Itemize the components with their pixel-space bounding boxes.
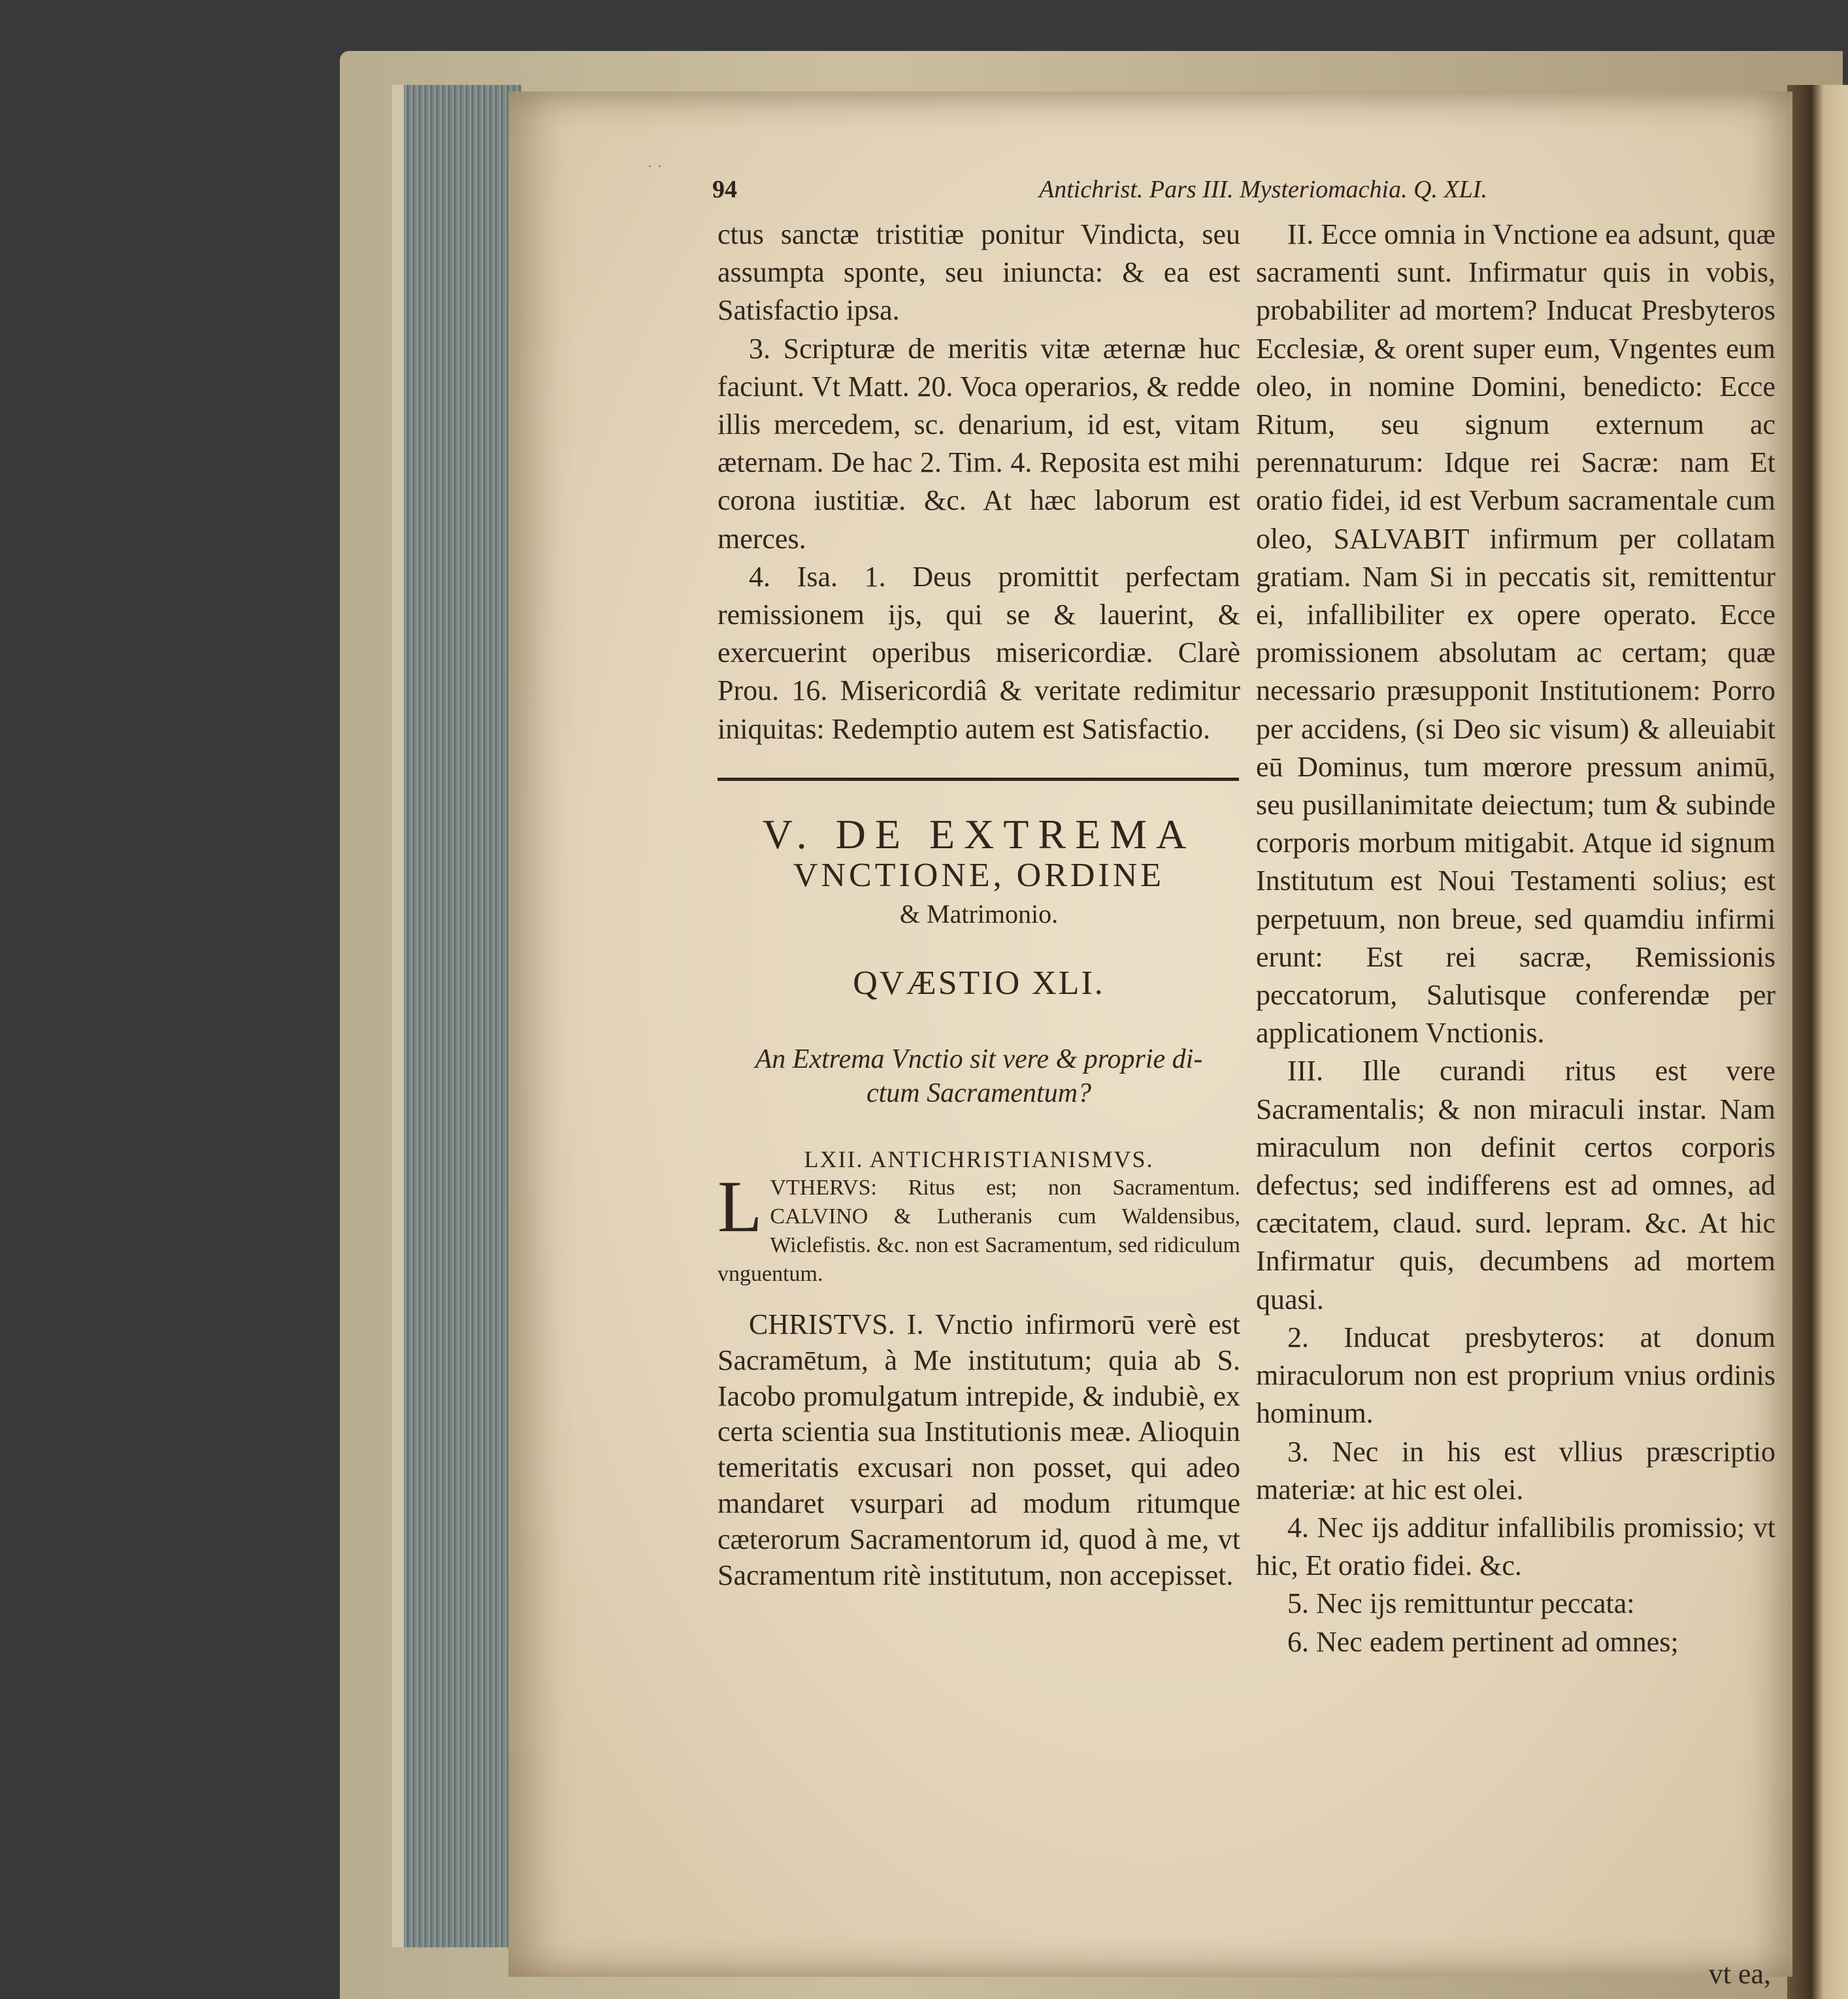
left-paragraph: 4. Isa. 1. Deus promittit perfectam remissionem ijs, qui se & lauerint, & exercuerint operibus misericordiæ. Clarè Prou. 16. Misericordiâ & veritate redimitur iniquitas: Redemptio autem est Satisfactio. xyxy=(718,560,1240,745)
facing-page-edge xyxy=(1787,85,1848,1999)
left-column xyxy=(718,216,1240,748)
right-paragraph: 4. Nec ijs additur infallibilis promissio; vt hic, Et oratio fidei. &c. xyxy=(1256,1511,1775,1582)
drop-cap: L xyxy=(718,1166,763,1247)
page-speck: · · xyxy=(647,157,663,176)
section-heading-line2: VNCTIONE, ORDINE xyxy=(793,857,1165,894)
page-edges xyxy=(392,85,521,1947)
running-head xyxy=(712,175,1745,214)
page-number: 94 xyxy=(712,176,737,203)
question-subtitle-line1: An Extrema Vnctio sit vere & proprie di- xyxy=(755,1044,1203,1074)
question-subtitle-line2: ctum Sacramentum? xyxy=(866,1078,1092,1108)
right-paragraph: III. Ille curandi ritus est vere Sacramentalis; & non miraculi instar. Nam miraculum non definit certos corporis defectus; sed indifferens est ad omnes, ad cæcitatem, claud. surd. lepram. &c. At hic Infirmatur quis, decumbens ad mortem quasi. xyxy=(1256,1055,1775,1315)
question-title: QVÆSTIO XLI. xyxy=(853,965,1105,1002)
right-paragraph: II. Ecce omnia in Vnctione ea adsunt, quæ sacramenti sunt. Infirmatur quis in vobis, probabiliter ad mortem? Inducat Presbyteros Ecclesiæ, & orent super eum, Vngentes eum oleo, in nomine Domini, benedicto: Ecce Ritum, seu signum externum ac perennaturum: Idque rei Sacræ: nam Et oratio fidei, id est Verbum sacramentale cum oleo, SALVABIT infirmum per collatam gratiam. Nam Si in peccatis sit, remittentur ei, infallibiliter ex opere operato. Ecce promissionem absolutam ac certam; quæ necessario præsupponit Institutionem: Porro per accidens, (si Deo sic visum) & alleuiabit eū Dominus, tum mœrore pressum animū, seu pusillanimitate deiectum; tum & subinde corporis morbum mitigabit. Atque id signum Institutum est Noui Testamenti solius; est perpetuum, non breue, sed quamdiu infirmi erunt: Est rei sacræ, Remissionis peccatorum, Salutisque conferendæ per applicationem Vnctionis. xyxy=(1256,218,1775,1049)
antichristianismus-body: VTHERVS: Ritus est; non Sacramentum. CALVINO & Lutheranis cum Waldensibus, Wiclefistis. &c. non est Sacramentum, sed ridiculum vnguentum. xyxy=(718,1176,1240,1286)
question-subtitle xyxy=(718,1042,1240,1110)
christus-text: CHRISTVS. I. Vnctio infirmorū verè est Sacramētum, à Me institutum; quia ab S. Iacobo promulgatum intrepide, & indubiè, ex certa scientia sua Institutionis meæ. Alioquin temeritatis excusari non posset, qui adeo mandaret vsurpari ad modum ritumque cæterorum Sacramentorum id, quod à me, vt Sacramentum ritè institutum, non accepisset. xyxy=(718,1308,1240,1591)
antichristianismus-heading: LXII. ANTICHRISTIANISMVS. xyxy=(804,1146,1154,1172)
antichristianismus-text xyxy=(718,1166,1240,1289)
section-heading-line3: & Matrimonio. xyxy=(899,899,1059,929)
right-column xyxy=(1256,216,1775,1661)
christus-block xyxy=(718,1307,1240,1593)
right-paragraph: 2. Inducat presbyteros: at donum miraculorum non est proprium vnius ordinis hominum. xyxy=(1256,1321,1775,1430)
right-paragraph: 6. Nec eadem pertinent ad omnes; xyxy=(1287,1625,1679,1658)
section-heading-line1: V. DE EXTREMA xyxy=(762,811,1196,857)
right-paragraph: 5. Nec ijs remittuntur peccata: xyxy=(1287,1587,1635,1620)
left-paragraph: ctus sanctæ tristitiæ ponitur Vindicta, seu assumpta sponte, seu iniuncta: & ea est Satisfactio ipsa. xyxy=(718,218,1240,327)
section-rule xyxy=(718,778,1239,781)
running-title: Antichrist. Pars III. Mysteriomachia. Q. XLI. xyxy=(1039,176,1488,203)
right-paragraph: 3. Nec in his est vllius præscriptio materiæ: at hic est olei. xyxy=(1256,1435,1775,1506)
left-paragraph: 3. Scripturæ de meritis vitæ æternæ huc faciunt. Vt Matt. 20. Voca operarios, & redde illis mercedem, sc. denarium, id est, vitam æternam. De hac 2. Tim. 4. Reposita est mihi corona iustitiæ. &c. At hæc laborum est merces. xyxy=(718,332,1240,555)
antichristianismus-block xyxy=(718,1145,1240,1289)
catchword: vt ea, xyxy=(1708,1958,1771,1990)
